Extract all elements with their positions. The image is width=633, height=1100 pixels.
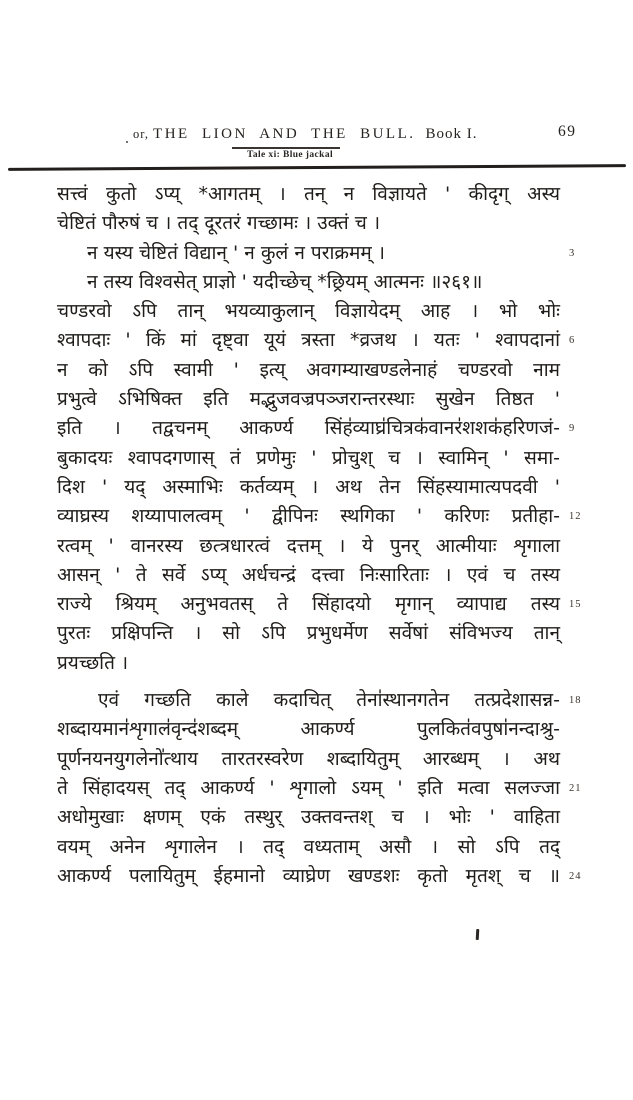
sanskrit-line-text: पुरतः प्रक्षिपन्ति । सो ऽपि प्रभुधर्मेण सर्वेषां संविभज्य तान्: [57, 622, 560, 645]
tale-caption: Tale xi: Blue jackal: [246, 150, 334, 160]
sanskrit-line-text: इति । तद्वचनम् आकर्ण्य सिंह॑व्याघ्र॑चित्रक॑वानर॑शशक॑हरिणजं-: [57, 417, 560, 440]
sanskrit-line-text: प्रयच्छति ।: [57, 651, 129, 674]
text-line: [57, 649, 560, 678]
sanskrit-line-text: वयम् अनेन शृगालेन । तद् वध्यताम् असौ । सो ऽपि तद्: [57, 835, 560, 858]
text-line: [57, 502, 582, 531]
sanskrit-line-text: ते सिंहादयस् तद् आकर्ण्य ' शृगालो ऽयम् ' इति मत्वा सलज्जा: [57, 776, 560, 799]
text-line: [57, 715, 560, 744]
text-line: [57, 385, 560, 414]
sanskrit-line-text: रत्वम् ' वानरस्य छत्त्रधारत्वं दत्तम् । ये पुनर् आत्मीयाः शृगाला: [57, 534, 560, 557]
sanskrit-line-text: चेष्टितं पौरुषं च । तद् दूरतरं गच्छामः । उक्तं च ।: [57, 212, 381, 235]
ink-speck: [126, 141, 128, 143]
sanskrit-line-text: श्वापदाः ' किं मां दृष्ट्वा यूयं त्रस्ता *व्रजथ । यतः ' श्वापदानां: [57, 329, 560, 352]
text-line: [57, 297, 560, 326]
sanskrit-line-text: न तस्य विश्वसेत् प्राज्ञो ' यदीच्छेच् *छ्रियम् आत्मनः ॥२६१॥: [87, 270, 483, 293]
running-head: [133, 125, 478, 143]
sanskrit-line-text: राज्ये श्रियम् अनुभवतस् ते सिंहादयो मृगान् व्यापाद्य तस्य: [57, 593, 560, 616]
sanskrit-line-text: पूर्णनयनयुगलेनो॑त्थाय तारतरस्वरेण शब्दायितुम् आरब्धम् । अथ: [57, 747, 560, 770]
sanskrit-line-text: सत्त्वं कुतो ऽप्य् *आगतम् । तन् न विज्ञायते ' कीदृग् अस्य: [57, 183, 560, 205]
sanskrit-line-text: आसन् ' ते सर्वे ऽप्य् अर्धचन्द्रं दत्त्वा निःसारिताः । एवं च तस्य: [57, 563, 560, 586]
text-line: [57, 833, 560, 862]
running-head-prefix: or,: [133, 127, 150, 141]
text-line: [57, 803, 560, 832]
margin-line-number: 21: [569, 782, 582, 794]
margin-line-number: 15: [569, 599, 582, 611]
text-line: [57, 619, 560, 648]
margin-line-number: 24: [569, 870, 582, 882]
text-line: [57, 268, 560, 297]
text-line: [57, 356, 560, 385]
sanskrit-line-text: बुकादयः श्वापदगणास् तं प्रणेमुः ' प्रोचुश् च । स्वामिन् ' समा-: [57, 446, 560, 469]
margin-line-number: 9: [569, 423, 576, 435]
margin-line-number: 12: [569, 511, 582, 523]
margin-line-number: 18: [569, 695, 582, 707]
sanskrit-line-text: न को ऽपि स्वामी ' इत्य् अवगम्याखण्डलेनाहं चण्डरवो नाम: [57, 358, 560, 381]
sanskrit-text-block: [57, 180, 582, 891]
running-head-title: THE LION AND THE BULL.: [153, 126, 416, 142]
text-line: [57, 561, 560, 590]
margin-line-number: 3: [569, 247, 576, 259]
sanskrit-line-text: व्याघ्रस्य शय्यापालत्वम् ' द्वीपिनः स्थगिका ' करिणः प्रतीहा-: [57, 505, 560, 528]
page-number: 69: [558, 123, 577, 140]
sanskrit-line-text: आकर्ण्य पलायितुम् ईहमानो व्याघ्रेण खण्डशः कृतो मृतश् च ॥: [57, 864, 560, 887]
sanskrit-line-text: दिश ' यद् अस्माभिः कर्तव्यम् । अथ तेन सिंहस्यामात्यपदवी ': [57, 475, 560, 498]
text-line: [57, 239, 576, 268]
text-line: [57, 414, 576, 443]
sanskrit-line-text: एवं गच्छति काले कदाचित् तेना॑स्थानगतेन तत्प्रदेशासन्न-: [98, 689, 560, 712]
text-line: [57, 862, 582, 891]
text-line: [57, 532, 560, 561]
text-line: [57, 444, 560, 473]
header-short-rule: [232, 147, 340, 149]
running-head-book: Book I.: [425, 126, 478, 142]
text-line: [57, 473, 560, 502]
text-line: [57, 209, 560, 238]
sanskrit-line-text: अधोमुखाः क्षणम् एकं तस्थुर् उक्तवन्तश् च । भोः ' वाहिता: [57, 806, 560, 829]
text-line: [57, 686, 582, 715]
text-line: [57, 590, 582, 619]
header-rule: [8, 164, 626, 170]
sanskrit-line-text: शब्दायमान॑शृगाल॑वृन्द॑शब्दम् आकर्ण्य पुलकित॑वपुषा॑नन्दाश्रु-: [57, 718, 560, 741]
text-line: [57, 326, 576, 355]
sanskrit-line-text: चण्डरवो ऽपि तान् भयव्याकुलान् विज्ञायेदम् आह । भो भोः: [57, 300, 560, 323]
ink-speck: [476, 929, 480, 940]
sanskrit-line-text: न यस्य चेष्टितं विद्यान् ' न कुलं न पराक्रमम् ।: [87, 241, 385, 264]
margin-line-number: 6: [569, 335, 576, 347]
sanskrit-line-text: प्रभुत्वे ऽभिषिक्त इति मद्भुजवज्रपञ्जरान्तरस्थाः सुखेन तिष्ठत ': [57, 388, 560, 411]
text-line: [57, 745, 560, 774]
text-line: [57, 180, 560, 209]
text-line: [57, 774, 582, 803]
